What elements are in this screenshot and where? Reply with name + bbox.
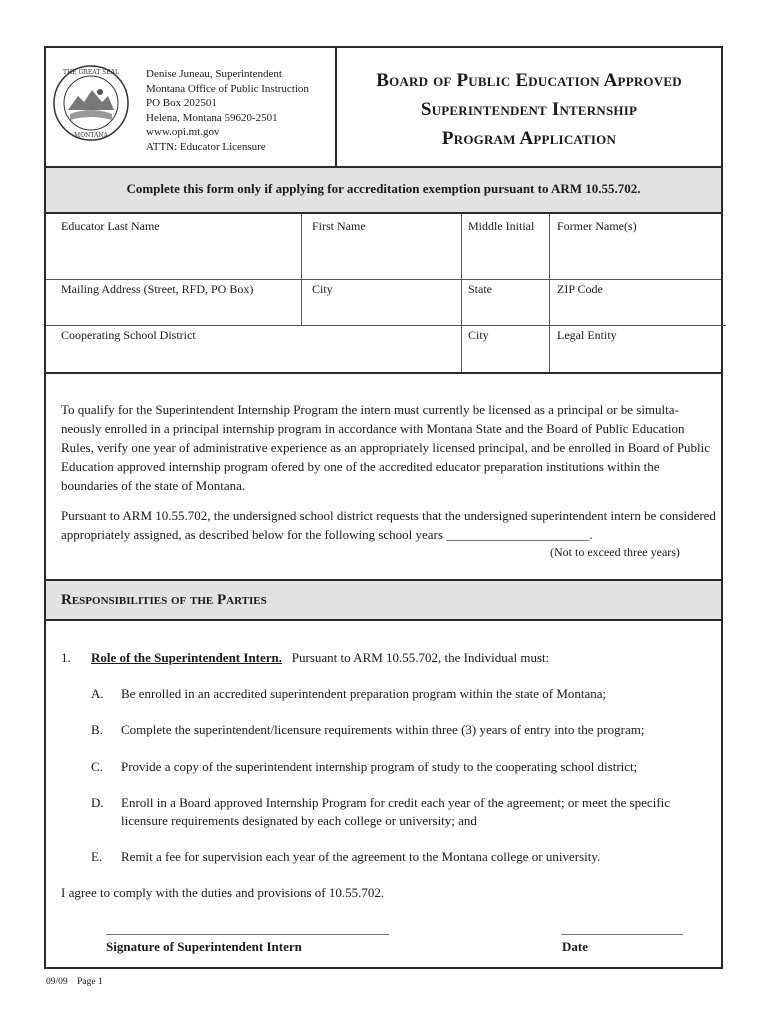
field-cooperating-district[interactable]: Cooperating School District (61, 328, 196, 342)
item-heading-line (91, 649, 549, 667)
address-block (146, 67, 309, 155)
title-line: Program Application (441, 128, 617, 149)
field-mailing-address[interactable]: Mailing Address (Street, RFD, PO Box) (61, 282, 254, 296)
field-former-names[interactable]: Former Name(s) (557, 219, 637, 233)
field-last-name[interactable]: Educator Last Name (61, 219, 160, 233)
title-line: Superintendent Internship (420, 99, 638, 120)
footer-date: 09/09 (46, 977, 68, 987)
grid-line (46, 279, 721, 280)
field-zip-code[interactable]: ZIP Code (557, 282, 603, 296)
grid-line (549, 213, 550, 373)
divider (45, 619, 722, 621)
field-district-city[interactable]: City (468, 328, 489, 342)
address-line: PO Box 202501 (146, 97, 217, 110)
signature-line[interactable] (106, 934, 389, 935)
montana-seal-icon (52, 64, 130, 142)
field-state[interactable]: State (468, 282, 492, 296)
field-legal-entity[interactable]: Legal Entity (557, 328, 617, 342)
divider (45, 212, 722, 214)
section-title: Responsibilities of the Parties (61, 592, 267, 608)
signature-label: Signature of Superintendent Intern (106, 939, 302, 954)
subitem-label: E. (91, 849, 103, 864)
address-line: ATTN: Educator Licensure (146, 140, 266, 153)
field-city[interactable]: City (312, 282, 333, 296)
agreement-text: I agree to comply with the duties and provisions of 10.55.702. (61, 885, 385, 900)
address-line: Montana Office of Public Instruction (146, 82, 309, 95)
title-line: Board of Public Education Approved (376, 70, 682, 91)
item-lead: Pursuant to ARM 10.55.702, the Individual must: (291, 650, 550, 665)
subitem-text: Enroll in a Board approved Internship Program for credit each year of the agreement; or meet the specific licensure requirements designated by each college or university; and (121, 795, 671, 828)
address-line: Helena, Montana 59620-2501 (146, 111, 278, 124)
svg-text:MONTANA: MONTANA (74, 132, 108, 139)
item-heading: Role of the Superintendent Intern. (91, 650, 283, 665)
subitem-label: B. (91, 722, 103, 737)
subitem-label: C. (91, 759, 103, 774)
instruction-text: Complete this form only if applying for accreditation exemption pursuant to ARM 10.55.702. (126, 181, 641, 196)
field-first-name[interactable]: First Name (312, 219, 366, 233)
page-number: Page 1 (77, 977, 103, 987)
grid-line (301, 213, 302, 326)
grid-line (461, 213, 462, 373)
request-paragraph: Pursuant to ARM 10.55.702, the undersigned school district requests that the undersigned superintendent intern be considered appropriately assigned, as described below for the following school years ______________________. (61, 508, 716, 542)
page-title (337, 66, 721, 153)
item-number: 1. (61, 650, 71, 665)
date-label: Date (562, 939, 588, 954)
intro-paragraph: To qualify for the Superintendent Internship Program the intern must currently be licensed as a principal or be simulta-neously enrolled in a principal internship program in accordance with Montana State and the Board of Public Education Rules, verify one year of administrative experience as an appropriately licensed principal, and be enrolled in Board of Public Education approved internship program ofered by one of the accredited educator preparation institutions within the boundaries of the state of Montana. (61, 402, 711, 493)
footer (46, 977, 103, 987)
subitem-label: A. (91, 686, 104, 701)
grid-line (46, 325, 726, 326)
subitem-text: Be enrolled in an accredited superintendent preparation program within the state of Montana; (121, 686, 607, 701)
years-note: (Not to exceed three years) (550, 545, 680, 559)
address-line: Denise Juneau, Superintendent (146, 68, 282, 80)
address-line: www.opi.mt.gov (146, 126, 220, 139)
divider (45, 372, 722, 374)
subitem-label: D. (91, 795, 104, 810)
subitem-text: Remit a fee for supervision each year of the agreement to the Montana college or university. (121, 849, 601, 864)
field-middle-initial[interactable]: Middle Initial (468, 219, 535, 233)
svg-text:THE GREAT SEAL: THE GREAT SEAL (63, 69, 119, 76)
subitem-text: Provide a copy of the superintendent internship program of study to the cooperating school district; (121, 759, 638, 774)
subitem-text: Complete the superintendent/licensure requirements within three (3) years of entry into the program; (121, 722, 645, 737)
date-line[interactable] (561, 934, 683, 935)
